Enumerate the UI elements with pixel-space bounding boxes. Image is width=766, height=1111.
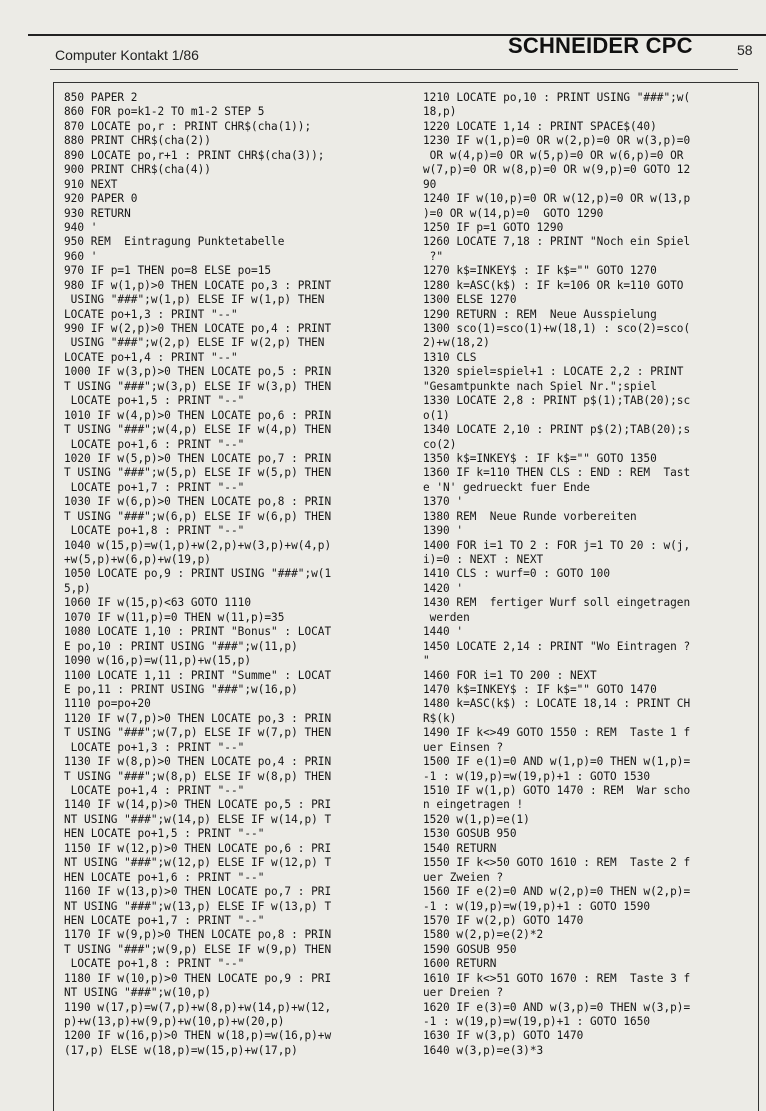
code-line: 1050 LOCATE po,9 : PRINT USING "###";w(1	[64, 567, 332, 581]
code-line: NT USING "###";w(13,p) ELSE IF w(13,p) T	[64, 899, 332, 913]
section-title: SCHNEIDER CPC	[508, 33, 693, 58]
code-line: 950 REM Eintragung Punktetabelle	[64, 235, 285, 249]
code-line: 1140 IF w(14,p)>0 THEN LOCATE po,5 : PRI	[64, 798, 332, 812]
code-line: 1110 po=po+20	[64, 697, 151, 711]
code-line: T USING "###";w(7,p) ELSE IF w(7,p) THEN	[64, 726, 332, 740]
listing-column-left	[64, 91, 331, 1058]
code-line: T USING "###";w(3,p) ELSE IF w(3,p) THEN	[64, 379, 332, 393]
code-line: 1560 IF e(2)=0 AND w(2,p)=0 THEN w(2,p)=	[423, 885, 691, 899]
code-line: 5,p)	[64, 581, 91, 595]
code-line: 1600 RETURN	[423, 957, 497, 971]
code-line: 1130 IF w(8,p)>0 THEN LOCATE po,4 : PRIN	[64, 755, 332, 769]
code-line: LOCATE po+1,8 : PRINT "--"	[64, 957, 245, 971]
page-header	[0, 0, 766, 80]
code-line: 970 IF p=1 THEN po=8 ELSE po=15	[64, 264, 272, 278]
code-line: 1590 GOSUB 950	[423, 942, 517, 956]
code-line: 1120 IF w(7,p)>0 THEN LOCATE po,3 : PRIN	[64, 711, 332, 725]
code-line: HEN LOCATE po+1,7 : PRINT "--"	[64, 913, 265, 927]
listing-column-right	[423, 91, 690, 1058]
code-line: 1290 RETURN : REM Neue Ausspielung	[423, 307, 657, 321]
code-line: 1470 k$=INKEY$ : IF k$="" GOTO 1470	[423, 682, 657, 696]
code-line: 90	[423, 177, 437, 191]
code-line: 1330 LOCATE 2,8 : PRINT p$(1);TAB(20);sc	[423, 394, 691, 408]
code-line: USING "###";w(1,p) ELSE IF w(1,p) THEN	[64, 293, 325, 307]
code-line: 18,p)	[423, 105, 457, 119]
code-line: T USING "###";w(9,p) ELSE IF w(9,p) THEN	[64, 942, 332, 956]
code-line: 1150 IF w(12,p)>0 THEN LOCATE po,6 : PRI	[64, 841, 332, 855]
code-line: 1480 k=ASC(k$) : LOCATE 18,14 : PRINT CH	[423, 697, 691, 711]
code-line: 1220 LOCATE 1,14 : PRINT SPACE$(40)	[423, 119, 657, 133]
code-line: 1520 w(1,p)=e(1)	[423, 812, 530, 826]
code-line: -1 : w(19,p)=w(19,p)+1 : GOTO 1650	[423, 1015, 651, 1028]
code-line: 1460 FOR i=1 TO 200 : NEXT	[423, 668, 597, 682]
code-line: 1080 LOCATE 1,10 : PRINT "Bonus" : LOCAT	[64, 625, 332, 639]
code-line: 860 FOR po=k1-2 TO m1-2 STEP 5	[64, 105, 265, 119]
code-line: T USING "###";w(5,p) ELSE IF w(5,p) THEN	[64, 466, 332, 480]
code-line: 1160 IF w(13,p)>0 THEN LOCATE po,7 : PRI	[64, 885, 332, 899]
code-line: uer Zweien ?	[423, 870, 504, 884]
code-line: LOCATE po+1,4 : PRINT "--"	[64, 784, 245, 797]
code-line: HEN LOCATE po+1,5 : PRINT "--"	[64, 827, 265, 841]
code-line: uer Einsen ?	[423, 740, 504, 754]
code-line: o(1)	[423, 408, 450, 422]
code-line: 1580 w(2,p)=e(2)*2	[423, 928, 544, 942]
code-line: LOCATE po+1,5 : PRINT "--"	[64, 394, 245, 408]
code-line: 1180 IF w(10,p)>0 THEN LOCATE po,9 : PRI	[64, 971, 332, 985]
code-line: 1030 IF w(6,p)>0 THEN LOCATE po,8 : PRIN	[64, 495, 332, 509]
code-line: 930 RETURN	[64, 206, 131, 220]
code-line: 1530 GOSUB 950	[423, 827, 517, 841]
code-line: 1200 IF w(16,p)>0 THEN w(18,p)=w(16,p)+w	[64, 1029, 332, 1043]
code-line: 1350 k$=INKEY$ : IF k$="" GOTO 1350	[423, 451, 657, 465]
code-line: 1440 '	[423, 625, 464, 639]
code-line: 1430 REM fertiger Wurf soll eingetragen	[423, 596, 691, 610]
code-line: 1280 k=ASC(k$) : IF k=106 OR k=110 GOTO	[423, 278, 684, 292]
code-line: 1410 CLS : wurf=0 : GOTO 100	[423, 567, 611, 581]
code-line: 1490 IF k<>49 GOTO 1550 : REM Taste 1 f	[423, 726, 691, 740]
code-line: -1 : w(19,p)=w(19,p)+1 : GOTO 1590	[423, 899, 651, 913]
code-line: 850 PAPER 2	[64, 91, 138, 104]
code-line: 1610 IF k<>51 GOTO 1670 : REM Taste 3 f	[423, 971, 691, 985]
code-line: co(2)	[423, 437, 457, 451]
code-line: 880 PRINT CHR$(cha(2))	[64, 134, 211, 148]
code-line: 1260 LOCATE 7,18 : PRINT "Noch ein Spiel	[423, 235, 691, 249]
code-line: OR w(4,p)=0 OR w(5,p)=0 OR w(6,p)=0 OR	[423, 148, 684, 162]
code-line: 1310 CLS	[423, 350, 477, 364]
code-line: 2)+w(18,2)	[423, 336, 490, 350]
code-line: )=0 OR w(14,p)=0 GOTO 1290	[423, 206, 604, 220]
code-line: 960 '	[64, 249, 98, 263]
page-number: 58	[737, 42, 753, 58]
code-line: "Gesamtpunkte nach Spiel Nr.";spiel	[423, 379, 657, 393]
code-line: 920 PAPER 0	[64, 192, 138, 206]
code-line: LOCATE po+1,8 : PRINT "--"	[64, 524, 245, 538]
code-line: p)+w(13,p)+w(9,p)+w(10,p)+w(20,p)	[64, 1015, 285, 1028]
code-line: NT USING "###";w(10,p)	[64, 986, 211, 1000]
code-line: LOCATE po+1,4 : PRINT "--"	[64, 350, 238, 364]
code-line: uer Dreien ?	[423, 986, 504, 1000]
code-line: NT USING "###";w(14,p) ELSE IF w(14,p) T	[64, 812, 332, 826]
code-line: 1240 IF w(10,p)=0 OR w(12,p)=0 OR w(13,p	[423, 192, 691, 206]
code-line: 1550 IF k<>50 GOTO 1610 : REM Taste 2 f	[423, 856, 691, 870]
code-line: 1070 IF w(11,p)=0 THEN w(11,p)=35	[64, 610, 285, 624]
code-line: NT USING "###";w(12,p) ELSE IF w(12,p) T	[64, 856, 332, 870]
code-line: 1320 spiel=spiel+1 : LOCATE 2,2 : PRINT	[423, 365, 684, 379]
code-line: 1300 ELSE 1270	[423, 293, 517, 307]
code-line: T USING "###";w(6,p) ELSE IF w(6,p) THEN	[64, 509, 332, 523]
code-line: "	[423, 654, 430, 668]
code-line: 1450 LOCATE 2,14 : PRINT "Wo Eintragen ?	[423, 639, 691, 653]
code-line: 1000 IF w(3,p)>0 THEN LOCATE po,5 : PRIN	[64, 365, 332, 379]
code-line: 1500 IF e(1)=0 AND w(1,p)=0 THEN w(1,p)=	[423, 755, 691, 769]
code-line: LOCATE po+1,3 : PRINT "--"	[64, 307, 238, 321]
code-line: 990 IF w(2,p)>0 THEN LOCATE po,4 : PRINT	[64, 322, 332, 335]
code-line: 1400 FOR i=1 TO 2 : FOR j=1 TO 20 : w(j,	[423, 538, 691, 552]
code-line: 890 LOCATE po,r+1 : PRINT CHR$(cha(3));	[64, 148, 325, 162]
code-line: 1570 IF w(2,p) GOTO 1470	[423, 913, 584, 927]
code-line: T USING "###";w(4,p) ELSE IF w(4,p) THEN	[64, 423, 332, 437]
code-line: 1190 w(17,p)=w(7,p)+w(8,p)+w(14,p)+w(12,	[64, 1000, 332, 1014]
code-line: 1210 LOCATE po,10 : PRINT USING "###";w(	[423, 91, 691, 104]
code-line: 1510 IF w(1,p) GOTO 1470 : REM War scho	[423, 784, 691, 797]
code-line: 1100 LOCATE 1,11 : PRINT "Summe" : LOCAT	[64, 668, 332, 682]
code-line: 1540 RETURN	[423, 841, 497, 855]
code-line: e 'N' gedrueckt fuer Ende	[423, 480, 590, 494]
code-line: 1370 '	[423, 495, 464, 509]
code-line: T USING "###";w(8,p) ELSE IF w(8,p) THEN	[64, 769, 332, 783]
code-line: 940 '	[64, 220, 98, 234]
code-line: 1010 IF w(4,p)>0 THEN LOCATE po,6 : PRIN	[64, 408, 332, 422]
code-line: 870 LOCATE po,r : PRINT CHR$(cha(1));	[64, 119, 312, 133]
code-line: 1060 IF w(15,p)<63 GOTO 1110	[64, 596, 252, 610]
code-line: 1250 IF p=1 GOTO 1290	[423, 220, 564, 234]
code-line: 1380 REM Neue Runde vorbereiten	[423, 509, 637, 523]
code-line: n eingetragen !	[423, 798, 524, 812]
code-line: 1360 IF k=110 THEN CLS : END : REM Tast	[423, 466, 691, 480]
code-line: LOCATE po+1,3 : PRINT "--"	[64, 740, 245, 754]
code-line: 1630 IF w(3,p) GOTO 1470	[423, 1029, 584, 1043]
code-line: HEN LOCATE po+1,6 : PRINT "--"	[64, 870, 265, 884]
code-line: 1170 IF w(9,p)>0 THEN LOCATE po,8 : PRIN	[64, 928, 332, 942]
code-line: 1300 sco(1)=sco(1)+w(18,1) : sco(2)=sco(	[423, 322, 691, 335]
code-line: 1020 IF w(5,p)>0 THEN LOCATE po,7 : PRIN	[64, 451, 332, 465]
code-line: 1390 '	[423, 524, 464, 538]
code-line: ?"	[423, 249, 444, 263]
code-line: 910 NEXT	[64, 177, 118, 191]
code-line: 1270 k$=INKEY$ : IF k$="" GOTO 1270	[423, 264, 657, 278]
code-line: USING "###";w(2,p) ELSE IF w(2,p) THEN	[64, 336, 325, 350]
code-line: i)=0 : NEXT : NEXT	[423, 553, 544, 566]
code-line: R$(k)	[423, 711, 457, 725]
code-line: 1340 LOCATE 2,10 : PRINT p$(2);TAB(20);s	[423, 423, 691, 437]
code-line: 1420 '	[423, 581, 464, 595]
code-line: 1620 IF e(3)=0 AND w(3,p)=0 THEN w(3,p)=	[423, 1000, 691, 1014]
code-line: 900 PRINT CHR$(cha(4))	[64, 163, 211, 177]
code-line: (17,p) ELSE w(18,p)=w(15,p)+w(17,p)	[64, 1043, 298, 1057]
code-line: +w(5,p)+w(6,p)+w(19,p)	[64, 553, 211, 566]
code-line: -1 : w(19,p)=w(19,p)+1 : GOTO 1530	[423, 769, 651, 783]
code-line: werden	[423, 610, 470, 624]
code-line: 1640 w(3,p)=e(3)*3	[423, 1043, 544, 1057]
code-line: LOCATE po+1,6 : PRINT "--"	[64, 437, 245, 451]
code-line: E po,10 : PRINT USING "###";w(11,p)	[64, 639, 298, 653]
code-line: 980 IF w(1,p)>0 THEN LOCATE po,3 : PRINT	[64, 278, 332, 292]
magazine-issue: Computer Kontakt 1/86	[55, 47, 199, 63]
code-line: E po,11 : PRINT USING "###";w(16,p)	[64, 682, 298, 696]
code-line: 1040 w(15,p)=w(1,p)+w(2,p)+w(3,p)+w(4,p)	[64, 538, 332, 552]
header-rule	[50, 69, 738, 70]
code-line: LOCATE po+1,7 : PRINT "--"	[64, 480, 245, 494]
code-line: 1230 IF w(1,p)=0 OR w(2,p)=0 OR w(3,p)=0	[423, 134, 691, 148]
code-line: 1090 w(16,p)=w(11,p)+w(15,p)	[64, 654, 252, 668]
code-line: w(7,p)=0 OR w(8,p)=0 OR w(9,p)=0 GOTO 12	[423, 163, 691, 177]
